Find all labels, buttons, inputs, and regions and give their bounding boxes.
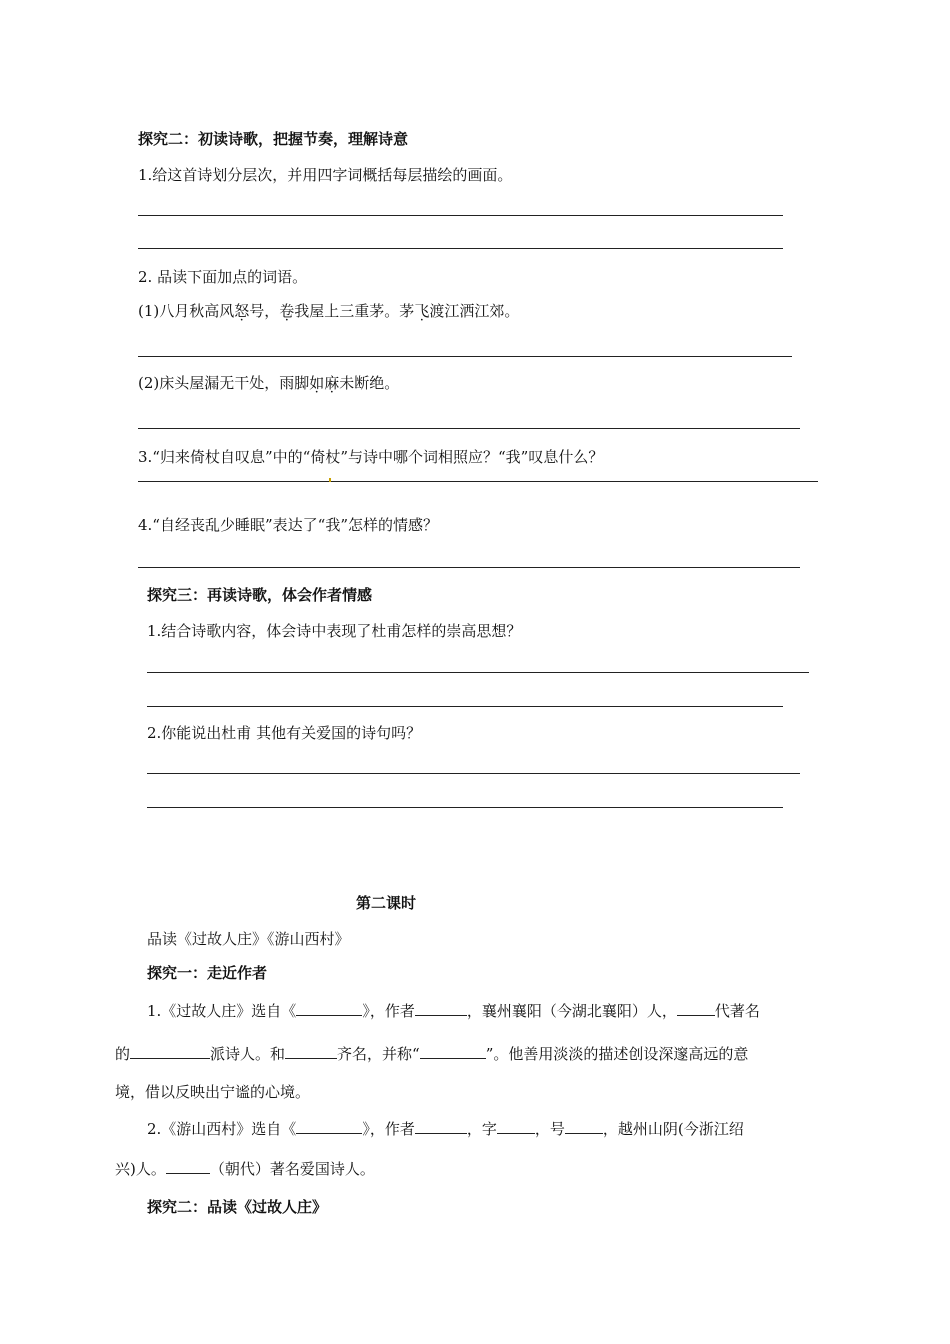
text-segment: ”。他善用淡淡的描述创设深邃高远的意	[485, 1045, 749, 1063]
blank	[296, 1118, 362, 1134]
text-segment: 》，作者	[362, 1002, 415, 1020]
section-title: 探究二：初读诗歌，把握节奏，理解诗意	[138, 130, 409, 148]
text-segment: 我屋上三重茅。茅	[294, 302, 415, 320]
blank	[497, 1118, 535, 1134]
answer-line	[147, 807, 783, 808]
text-segment: (1)八月秋高风	[138, 302, 235, 320]
question-text: 2.你能说出杜甫 其他有关爱国的诗句吗？	[147, 724, 422, 742]
dotted-word: 怒	[234, 302, 250, 320]
answer-line	[138, 567, 800, 568]
text-segment: 齐名，并称“	[337, 1045, 420, 1063]
text-segment: （朝代）著名爱国诗人。	[209, 1160, 375, 1178]
text-segment: 号，	[249, 302, 280, 320]
text-segment: 1.《过故人庄》选自《	[147, 1002, 297, 1020]
blank	[166, 1158, 210, 1174]
text-segment: ，字	[466, 1120, 497, 1138]
text-segment: 派诗人。和	[210, 1045, 286, 1063]
text-segment: ，襄州襄阳（今湖北襄阳）人，	[466, 1002, 677, 1020]
question-text: 1.结合诗歌内容，体会诗中表现了杜甫怎样的崇高思想？	[147, 622, 522, 640]
answer-line	[138, 428, 800, 429]
blank	[285, 1043, 337, 1059]
lesson-title: 第二课时	[356, 894, 417, 912]
blank	[420, 1043, 486, 1059]
question-text: 4.“自经丧乱少睡眠”表达了“我”怎样的情感？	[138, 516, 438, 534]
blank	[565, 1118, 603, 1134]
text-segment: 》，作者	[362, 1120, 415, 1138]
blank	[130, 1043, 210, 1059]
blank	[677, 1000, 715, 1016]
answer-line	[147, 672, 809, 673]
answer-line	[138, 215, 783, 216]
dotted-word: 如	[309, 374, 325, 392]
text-segment: 未断绝。	[339, 374, 400, 392]
question-text: 2. 品读下面加点的词语。	[138, 268, 308, 286]
answer-line	[147, 706, 783, 707]
blank	[415, 1118, 467, 1134]
text-segment: 的	[115, 1045, 131, 1063]
text-segment: (2)床头屋漏无干处，雨脚	[138, 374, 310, 392]
blank	[296, 1000, 362, 1016]
text-segment: ，越州山阴(今浙江绍	[602, 1120, 744, 1138]
fill-blank-line	[115, 1158, 375, 1179]
dotted-word: 麻	[324, 374, 340, 392]
fill-blank-line	[147, 1118, 744, 1139]
text-segment: 渡江洒江郊。	[429, 302, 520, 320]
text-segment: 兴)人。	[115, 1160, 166, 1178]
section-title: 探究一：走近作者	[147, 964, 268, 982]
answer-line	[147, 773, 800, 774]
section-title: 探究二：品读《过故人庄》	[147, 1198, 328, 1216]
question-text	[138, 372, 399, 393]
section-title: 探究三：再读诗歌，体会作者情感	[147, 586, 373, 604]
answer-line	[138, 481, 818, 482]
answer-line	[138, 356, 792, 357]
text-segment: ，号	[534, 1120, 565, 1138]
answer-line	[138, 248, 783, 249]
fill-blank-line	[147, 1000, 760, 1021]
yellow-mark	[329, 478, 331, 482]
question-text	[138, 300, 519, 321]
text-segment: 代著名	[714, 1002, 760, 1020]
dotted-word: 飞	[414, 302, 430, 320]
question-text: 1.给这首诗划分层次，并用四字词概括每层描绘的画面。	[138, 166, 513, 184]
fill-blank-line	[115, 1043, 748, 1064]
dotted-word: 卷	[279, 302, 295, 320]
question-text: 3.“归来倚杖自叹息”中的“倚杖”与诗中哪个词相照应？“我”叹息什么？	[138, 448, 604, 466]
lesson-subtitle: 品读《过故人庄》《游山西村》	[147, 930, 350, 948]
text-segment: 2.《游山西村》选自《	[147, 1120, 297, 1138]
question-text: 境，借以反映出宁谧的心境。	[115, 1083, 311, 1101]
blank	[415, 1000, 467, 1016]
